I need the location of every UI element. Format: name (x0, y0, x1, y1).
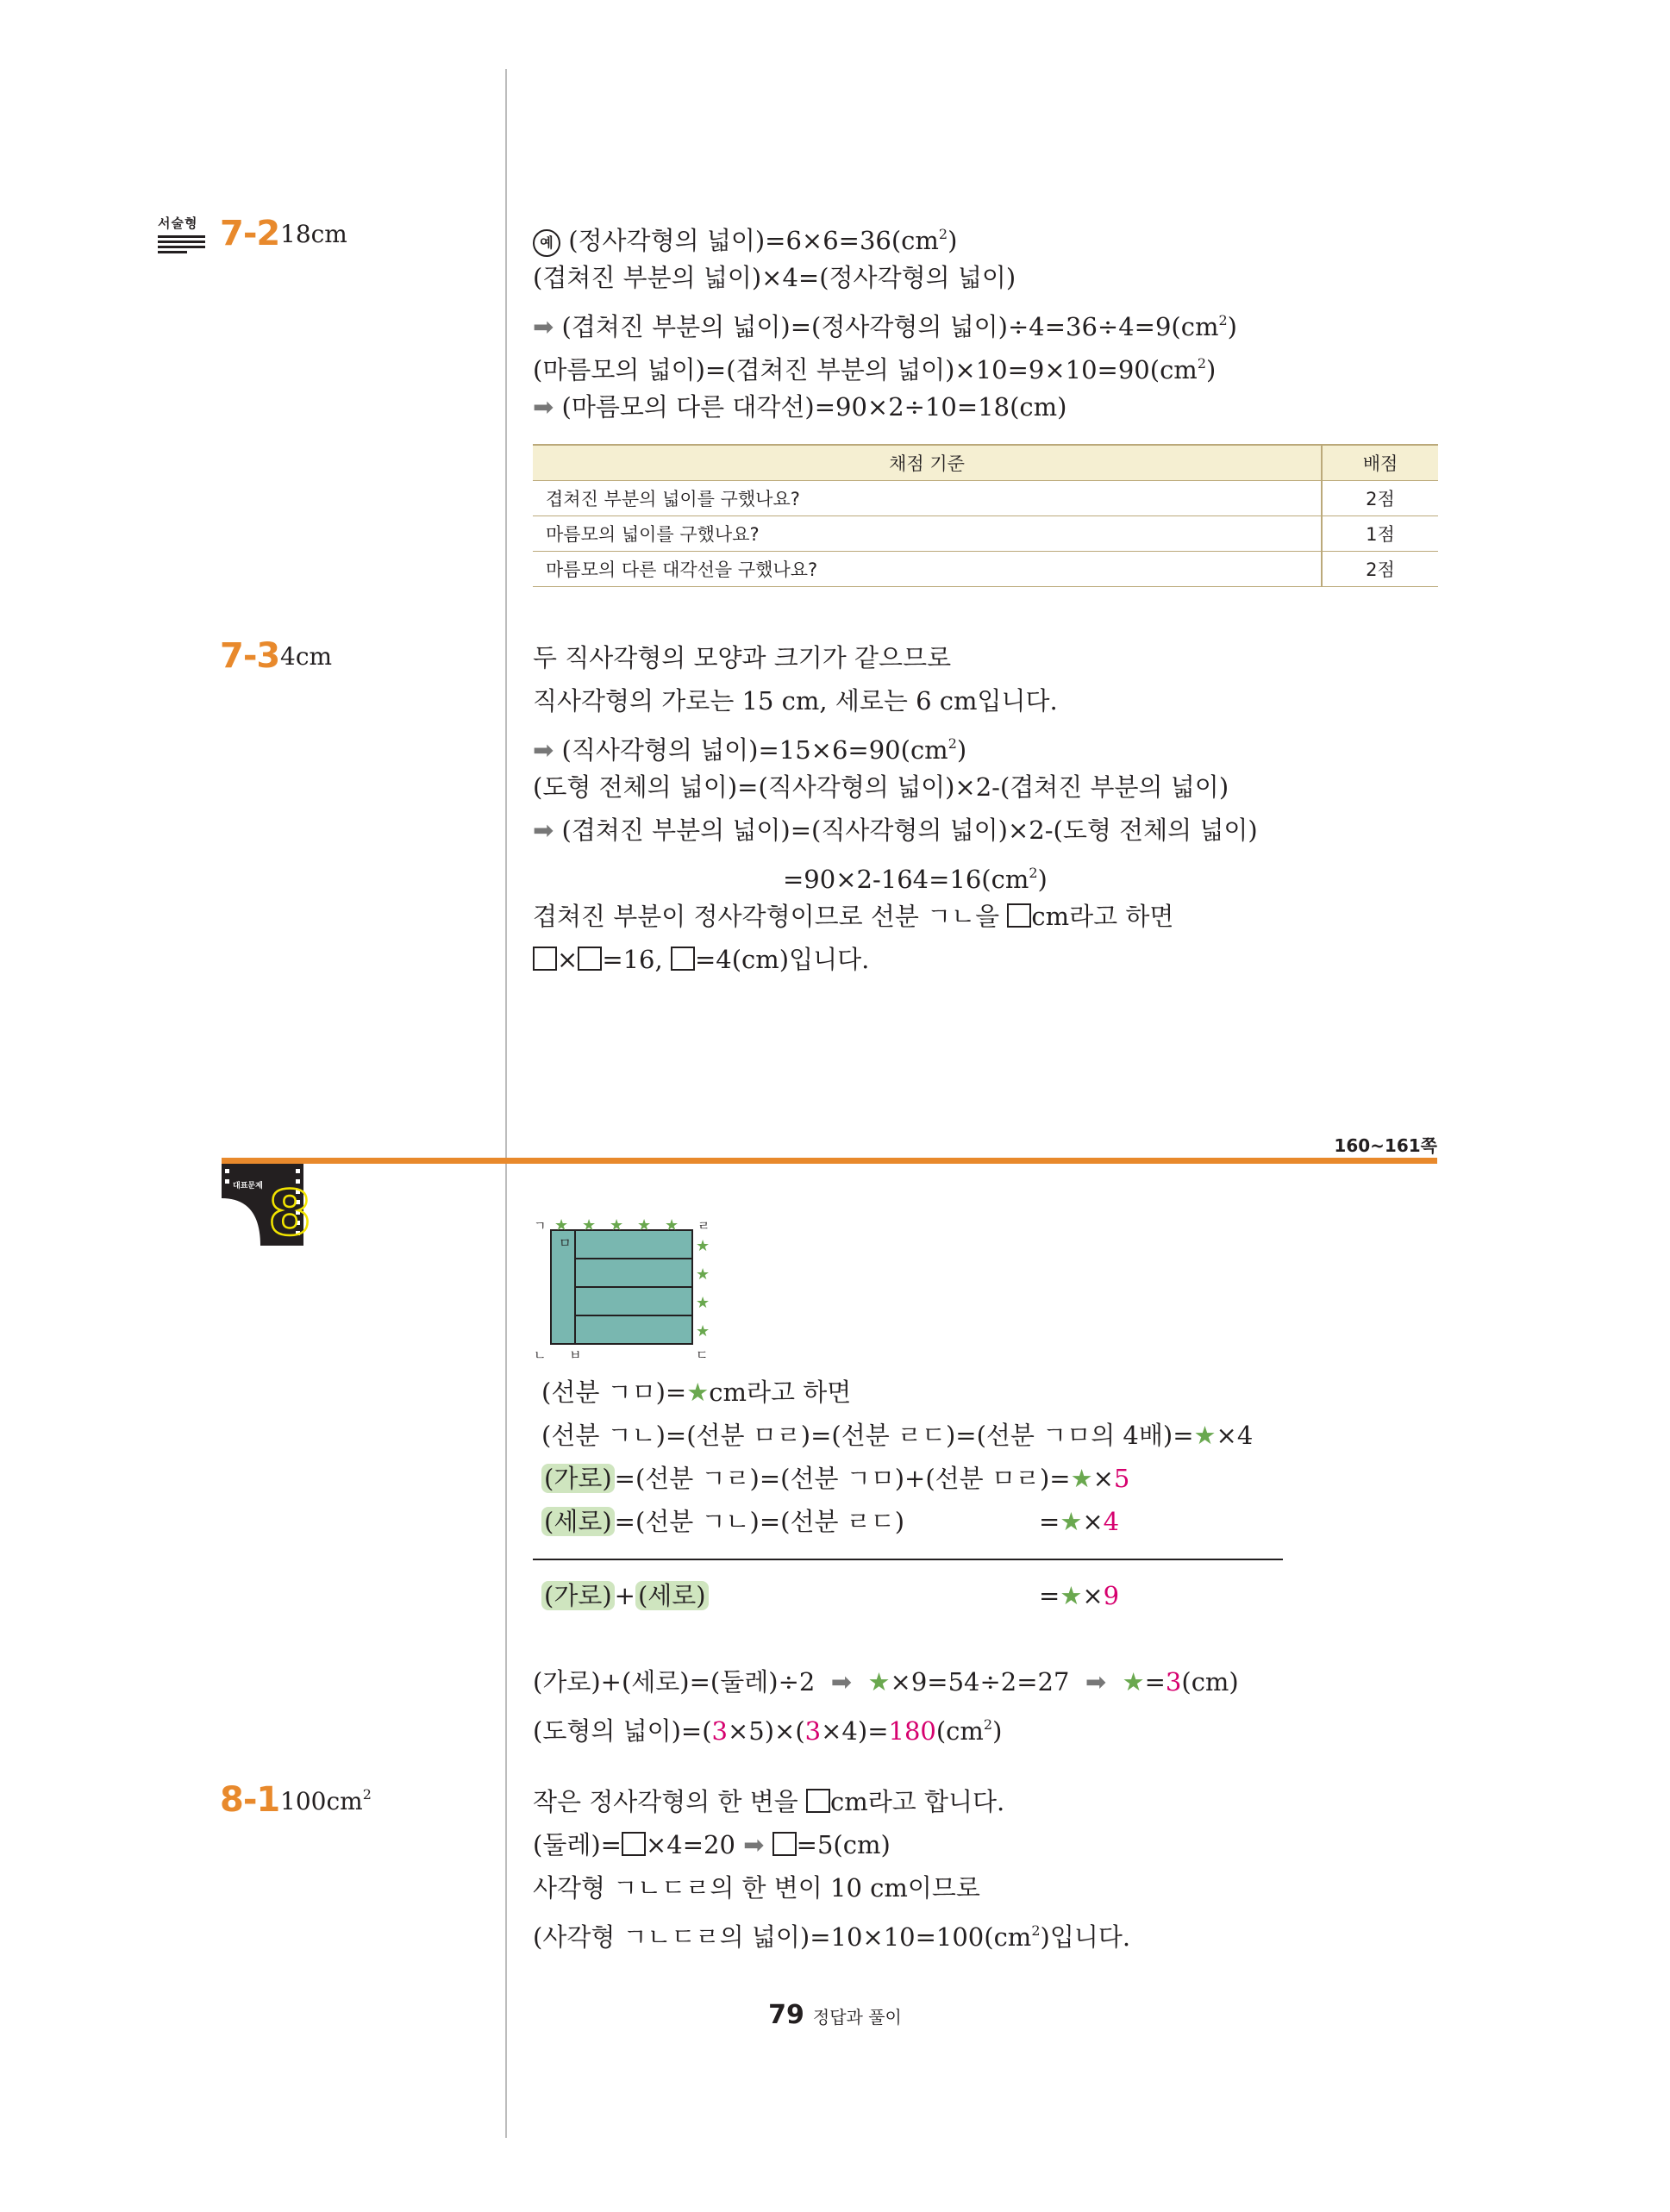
star-icon: ★ (1193, 1421, 1217, 1450)
problem-number: 7-2 (220, 214, 280, 253)
blank-box (1007, 903, 1031, 928)
star-icon: ★ (1060, 1507, 1083, 1536)
sum-result: =★×9 (1039, 1581, 1120, 1610)
rectangle-figure (530, 1211, 716, 1366)
star-icon: ★ (610, 1216, 624, 1234)
star-icon: ★ (582, 1216, 597, 1234)
problem-answer: 18cm (280, 220, 347, 248)
badge-rule (158, 251, 187, 253)
blank-box (671, 947, 695, 971)
badge-rule (158, 241, 205, 243)
height-highlight: (세로) (541, 1507, 615, 1536)
column-divider (505, 69, 507, 2138)
solution-8-final: (가로)+(세로)=(둘레)÷2 ➡ ★×9=54÷2=27 ➡ ★=3(cm) (도형의 넓이)$=(3\times 5)\times(3\times 4)=180(cm^2)$ (533, 1667, 1239, 1746)
blank-box (772, 1832, 797, 1856)
arrow-right-icon: ➡ (533, 392, 554, 422)
star-icon: ★ (1070, 1464, 1093, 1493)
label-m: ㅁ (559, 1235, 572, 1251)
problem-answer: 4cm (280, 642, 333, 671)
solution-line: ➡ (마름모의 다른 대각선)=90×2÷10=18(cm) (533, 392, 1067, 422)
points-header: 배점 (1322, 445, 1438, 481)
scoring-table (533, 444, 1438, 587)
arrow-right-icon: ➡ (533, 312, 554, 341)
width-highlight: (가로) (541, 1464, 615, 1493)
solution-line: (겹쳐진 부분의 넓이)×4=(정사각형의 넓이) (533, 263, 1016, 292)
solution-7-3: 두 직사각형의 모양과 크기가 같으므로 직사각형의 가로는 15 cm, 세로는 6 cm입니다. ➡ (직사각형의 넓이)$=15\times 6=90(cm^2)$ (도형 전체의 넓이)=(직사각형의 넓이)×2-(겹쳐진 부분의 넓이) ➡ (겹쳐진 부분의 넓이)=(직사각형의 넓이)×2-(도형 전체의 넓이) $=90\times 2-164=16(cm^2)$ 겹쳐진 부분이 정사각형이므로 선분 ㄱㄴ을 cm라고 하면 × =16, =4(cm)입니다. (533, 643, 1258, 974)
representative-problem-badge (222, 1164, 312, 1250)
table-row: 마름모의 넓이를 구했나요? 1점 (533, 516, 1438, 552)
star-icon: ★ (696, 1237, 710, 1255)
badge-rule (158, 246, 205, 248)
badge-number: 8 (268, 1177, 312, 1249)
page-range: 160~161쪽 (1334, 1135, 1437, 1156)
problem-number: 7-3 (220, 636, 280, 676)
sum-line: (가로) + (세로) (541, 1574, 709, 1617)
page-number: 79 (768, 2000, 804, 2030)
solution-8-1: 작은 정사각형의 한 변을 cm라고 합니다. (둘레)= ×4=20 ➡ =5(cm) 사각형 ㄱㄴㄷㄹ의 한 변이 10 cm이므로 (사각형 ㄱㄴㄷㄹ의 넓이)$=10\times 10=100(cm^2)$입니다. (533, 1787, 1131, 1952)
label-r: ㄹ (697, 1218, 710, 1234)
star-icon: ★ (637, 1216, 652, 1234)
star-icon: ★ (696, 1294, 710, 1312)
star-icon: ★ (696, 1265, 710, 1284)
problem-number: 8-1 (220, 1780, 280, 1820)
table-header-row (533, 445, 1438, 481)
criteria-header: 채점 기준 (533, 445, 1322, 481)
problem-answer: $100cm^2$ (280, 1786, 372, 1815)
arrow-right-icon: ➡ (1085, 1667, 1107, 1696)
solution-8: (선분 ㄱㅁ)=★cm라고 하면 (선분 ㄱㄴ)=(선분 ㅁㄹ)=(선분 ㄹㄷ)=(선분 ㄱㅁ의 4배)=★×4 (가로) =(선분 ㄱㄹ)=(선분 ㄱㅁ)+(선분 ㅁㄹ)=★×5 (세로) =(선분 ㄱㄴ)=(선분 ㄹㄷ) (541, 1378, 1254, 1536)
arrow-right-icon: ➡ (533, 735, 554, 765)
label-b: ㅂ (569, 1347, 582, 1363)
label-n: ㄴ (534, 1347, 547, 1363)
badge-label: 서술형 (158, 216, 198, 231)
height-result: =★×4 (1039, 1507, 1120, 1536)
sum-rule (533, 1559, 1283, 1560)
star-icon: ★ (696, 1322, 710, 1340)
page-footer (0, 2000, 1670, 2030)
descriptive-badge (158, 214, 205, 262)
footer-label: 정답과 풀이 (812, 2007, 902, 2028)
table-row: 마름모의 다른 대각선을 구했나요? 2점 (533, 552, 1438, 587)
star-icon: ★ (1060, 1581, 1083, 1610)
badge-rule (158, 235, 205, 238)
star-icon: ★ (665, 1216, 679, 1234)
example-mark: 예 (533, 229, 560, 257)
arrow-right-icon: ➡ (830, 1667, 853, 1696)
solution-line: 예 (정사각형의 넓이)$=6\times 6=36(cm^2)$ (533, 213, 1237, 256)
label-g: ㄱ (534, 1218, 547, 1234)
arrow-right-icon: ➡ (743, 1830, 765, 1859)
blank-box (806, 1789, 830, 1813)
badge-label: 대표문제 (233, 1182, 263, 1190)
label-d: ㄷ (696, 1347, 709, 1363)
solution-line: (마름모의 넓이)=(겹쳐진 부분의 넓이)$\times 10=9\times 10=90(cm^2)$ (533, 355, 1217, 384)
table-row: 겹쳐진 부분의 넓이를 구했나요? 2점 (533, 481, 1438, 516)
star-icon: ★ (554, 1216, 569, 1234)
star-icon: ★ (686, 1378, 710, 1407)
blank-box (533, 947, 557, 971)
section-rule (222, 1158, 1437, 1164)
blank-box (622, 1832, 646, 1856)
star-icon: ★ (1122, 1667, 1145, 1696)
blank-box (578, 947, 602, 971)
arrow-right-icon: ➡ (533, 815, 554, 845)
solution-7-2 (533, 213, 1237, 428)
solution-line: ➡ (겹쳐진 부분의 넓이)=(정사각형의 넓이)$\div 4=36\div 4=9(cm^2)$ (533, 312, 1237, 341)
star-icon: ★ (867, 1667, 891, 1696)
